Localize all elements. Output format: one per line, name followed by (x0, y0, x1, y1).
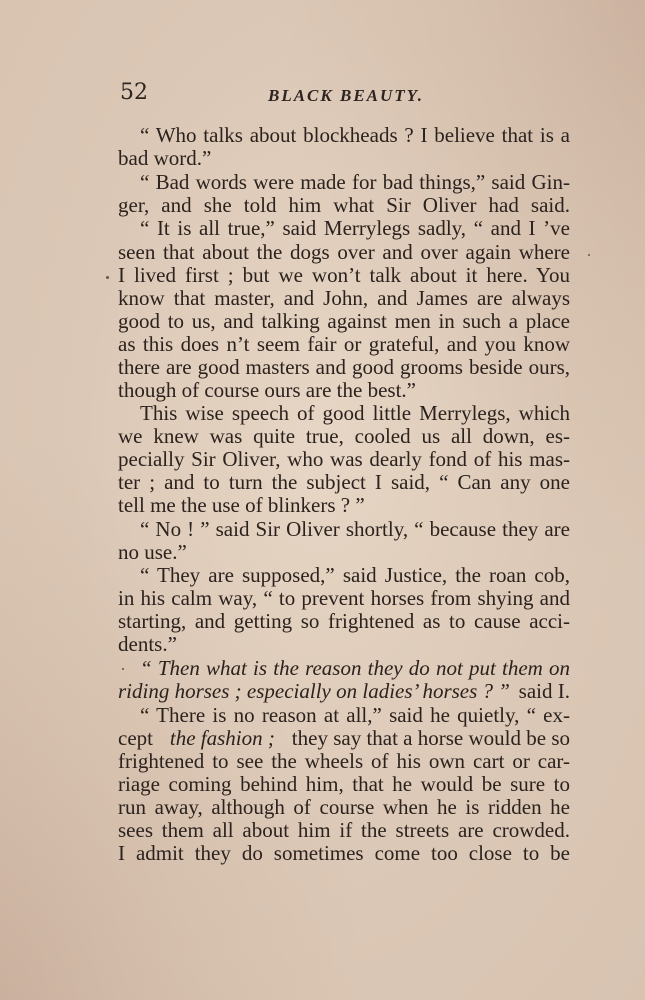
running-head: BLACK BEAUTY. (268, 86, 425, 105)
text-line: “ They are supposed,” said Justice, the roan cob, (140, 563, 570, 587)
ink-speck (588, 254, 590, 256)
text-line: “ It is all true,” said Merrylegs sadly, “ and I ’ve (140, 216, 570, 240)
text-line: frightened to see the wheels of his own cart or car- (118, 749, 570, 773)
text-line: This wise speech of good little Merrylegs, which (140, 401, 570, 425)
text-line: starting, and getting so frightened as to cause acci- (118, 609, 570, 633)
text-line: seen that about the dogs over and over again where (118, 240, 570, 264)
italic-span: the fashion ; (169, 726, 275, 750)
text-line: there are good masters and good grooms beside ours, (118, 355, 570, 379)
text-line: “ Bad words were made for bad things,” said Gin- (140, 170, 570, 194)
ink-speck (106, 276, 109, 279)
text-line: I admit they do sometimes come too close to be (118, 841, 570, 865)
text-line: tell me the use of blinkers ? ” (118, 493, 365, 517)
text-line: “ Who talks about blockheads ? I believe that is a (140, 123, 570, 147)
roman-span: cept (118, 726, 153, 750)
italic-span: riding horses ; especially on ladies’ horses ? ” (118, 679, 510, 703)
roman-span: they say that a horse would be so (291, 726, 570, 750)
text-line: though of course ours are the best.” (118, 378, 416, 402)
text-line: “ There is no reason at all,” said he quietly, “ ex- (140, 703, 570, 727)
text-line: dents.” (118, 632, 177, 656)
text-line: sees them all about him if the streets are crowded. (118, 818, 570, 842)
text-line: good to us, and talking against men in such a place (118, 309, 570, 333)
text-line: I lived first ; but we won’t talk about it here. You (118, 263, 570, 287)
text-line: know that master, and John, and James are always (118, 286, 570, 310)
text-line: run away, although of course when he is ridden he (118, 795, 570, 819)
text-line: in his calm way, “ to prevent horses from shying and (118, 586, 570, 610)
text-line: bad word.” (118, 146, 212, 170)
roman-span: said I. (518, 679, 570, 703)
text-line: ger, and she told him what Sir Oliver had said. (118, 193, 570, 217)
text-line: pecially Sir Oliver, who was dearly fond of his mas- (118, 447, 570, 471)
text-line: “ No ! ” said Sir Oliver shortly, “ because they are (140, 517, 570, 541)
text-line-mixed (118, 727, 570, 750)
page-number: 52 (120, 80, 148, 105)
text-line: ter ; and to turn the subject I said, “ Can any one (118, 470, 570, 494)
text-line: no use.” (118, 540, 187, 564)
ink-speck (122, 668, 124, 670)
text-line: we knew was quite true, cooled us all down, es- (118, 424, 570, 448)
text-line-mixed (118, 680, 570, 703)
text-line: riage coming behind him, that he would be sure to (118, 772, 570, 796)
text-line-italic: “ Then what is the reason they do not put them on (140, 656, 570, 680)
text-line: as this does n’t seem fair or grateful, and you know (118, 332, 570, 356)
